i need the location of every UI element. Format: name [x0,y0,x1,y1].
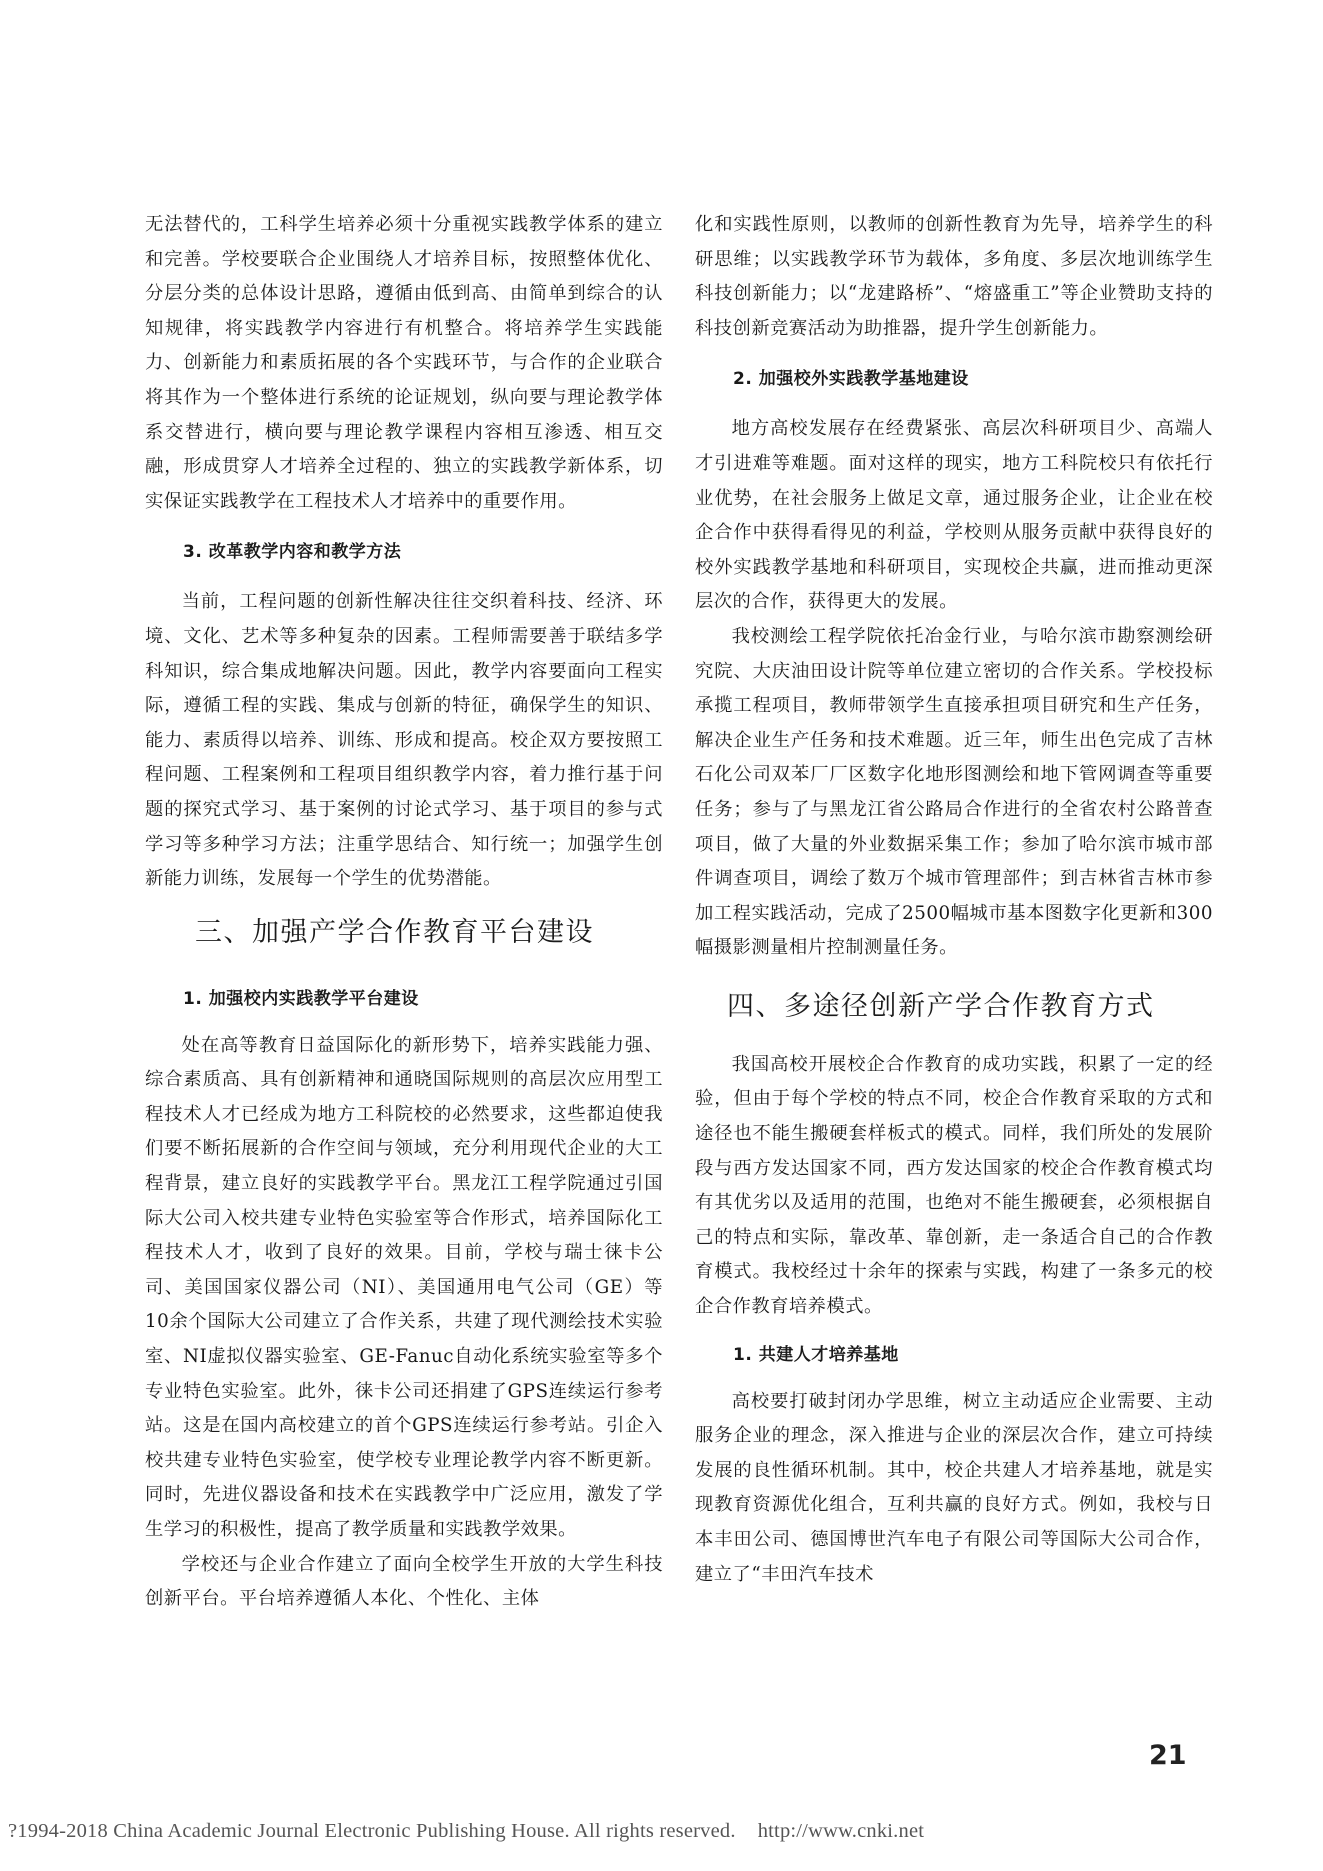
paragraph: 地方高校发展存在经费紧张、高层次科研项目少、高端人才引进难等难题。面对这样的现实，地方工科院校只有依托行业优势，在社会服务上做足文章，通过服务企业，让企业在校企合作中获得看得见的利益，学校则从服务贡献中获得良好的校外实践教学基地和科研项目，实现校企共赢，进而推动更深层次的合作，获得更大的发展。 [695,418,1213,613]
paragraph: 我国高校开展校企合作教育的成功实践，积累了一定的经验，但由于每个学校的特点不同，校企合作教育采取的方式和途径也不能生搬硬套样板式的模式。同样，我们所处的发展阶段与西方发达国家不同，西方发达国家的校企合作教育模式均有其优劣以及适用的范围，也绝对不能生搬硬套，必须根据自己的特点和实际，靠改革、靠创新，走一条适合自己的合作教育模式。我校经过十余年的探索与实践，构建了一条多元的校企合作教育培养模式。 [695,1053,1213,1318]
page-number: 21 [1149,1740,1187,1771]
section-heading-3: 三、加强产学合作教育平台建设 [195,916,594,948]
subheading-external-base: 2. 加强校外实践教学基地建设 [733,369,969,390]
paragraph: 处在高等教育日益国际化的新形势下，培养实践能力强、综合素质高、具有创新精神和通晓国际规则的高层次应用型工程技术人才已经成为地方工科院校的必然要求，这些都迫使我们要不断拓展新的合作空间与领域，充分利用现代企业的大工程背景，建立良好的实践教学平台。黑龙江工程学院通过引国际大公司入校共建专业特色实验室等合作形式，培养国际化工程技术人才，收到了良好的效果。目前，学校与瑞士徕卡公司、美国国家仪器公司（NI）、美国通用电气公司（GE）等10余个国际大公司建立了合作关系，共建了现代测绘技术实验室、NI虚拟仪器实验室、GE-Fanuc自动化系统实验室等多个专业特色实验室。此外，徕卡公司还捐建了GPS连续运行参考站。这是在国内高校建立的首个GPS连续运行参考站。引企入校共建专业特色实验室，使学校专业理论教学内容不断更新。同时，先进仪器设备和技术在实践教学中广泛应用，激发了学生学习的积极性，提高了教学质量和实践教学效果。 [145,1034,663,1540]
paragraph-continued: 化和实践性原则，以教师的创新性教育为先导，培养学生的科研思维；以实践教学环节为载体，多角度、多层次地训练学生科技创新能力；以“龙建路桥”、“熔盛重工”等企业赞助支持的科技创新竞赛活动为助推器，提升学生创新能力。 [695,214,1213,339]
paragraph: 我校测绘工程学院依托冶金行业，与哈尔滨市勘察测绘研究院、大庆油田设计院等单位建立密切的合作关系。学校投标承揽工程项目，教师带领学生直接承担项目研究和生产任务，解决企业生产任务和技术难题。近三年，师生出色完成了吉林石化公司双苯厂厂区数字化地形图测绘和地下管网调查等重要任务；参与了与黑龙江省公路局合作进行的全省农村公路普查项目，做了大量的外业数据采集工作；参加了哈尔滨市城市部件调查项目，调绘了数万个城市管理部件；到吉林省吉林市参加工程实践活动，完成了2500幅城市基本图数字化更新和300幅摄影测量相片控制测量任务。 [695,625,1213,959]
paragraph: 学校还与企业合作建立了面向全校学生开放的大学生科技创新平台。平台培养遵循人本化、个性化、主体 [145,1553,663,1610]
right-column [695,208,1213,1592]
copyright-footer [8,1820,1323,1843]
left-column [145,208,663,1617]
paragraph: 当前，工程问题的创新性解决往往交织着科技、经济、环境、文化、艺术等多种复杂的因素。工程师需要善于联结多学科知识，综合集成地解决问题。因此，教学内容要面向工程实际，遵循工程的实践、集成与创新的特征，确保学生的知识、能力、素质得以培养、训练、形成和提高。校企双方要按照工程问题、工程案例和工程项目组织教学内容，着力推行基于问题的探究式学习、基于案例的讨论式学习、基于项目的参与式学习等多种学习方法；注重学思结合、知行统一；加强学生创新能力训练，发展每一个学生的优势潜能。 [145,591,663,890]
subheading-internal-platform: 1. 加强校内实践教学平台建设 [183,988,419,1009]
section-heading-4: 四、多途径创新产学合作教育方式 [727,990,1155,1022]
paragraph-continued: 无法替代的，工科学生培养必须十分重视实践教学体系的建立和完善。学校要联合企业围绕人才培养目标，按照整体优化、分层分类的总体设计思路，遵循由低到高、由简单到综合的认知规律，将实践教学内容进行有机整合。将培养学生实践能力、创新能力和素质拓展的各个实践环节，与合作的企业联合将其作为一个整体进行系统的论证规划，纵向要与理论教学体系交替进行，横向要与理论教学课程内容相互渗透、相互交融，形成贯穿人才培养全过程的、独立的实践教学新体系，切实保证实践教学在工程技术人才培养中的重要作用。 [145,214,663,512]
subheading-reform-teaching: 3. 改革教学内容和教学方法 [183,542,402,563]
subheading-talent-base: 1. 共建人才培养基地 [733,1344,899,1365]
footer-url[interactable]: http://www.cnki.net [757,1820,925,1842]
copyright-text: ?1994-2018 China Academic Journal Electronic Publishing House. All rights reserved. [8,1820,736,1842]
paragraph: 高校要打破封闭办学思维，树立主动适应企业需要、主动服务企业的理念，深入推进与企业的深层次合作，建立可持续发展的良性循环机制。其中，校企共建人才培养基地，就是实现教育资源优化组合，互利共赢的良好方式。例如，我校与日本丰田公司、德国博世汽车电子有限公司等国际大公司合作，建立了“丰田汽车技术 [695,1390,1213,1585]
